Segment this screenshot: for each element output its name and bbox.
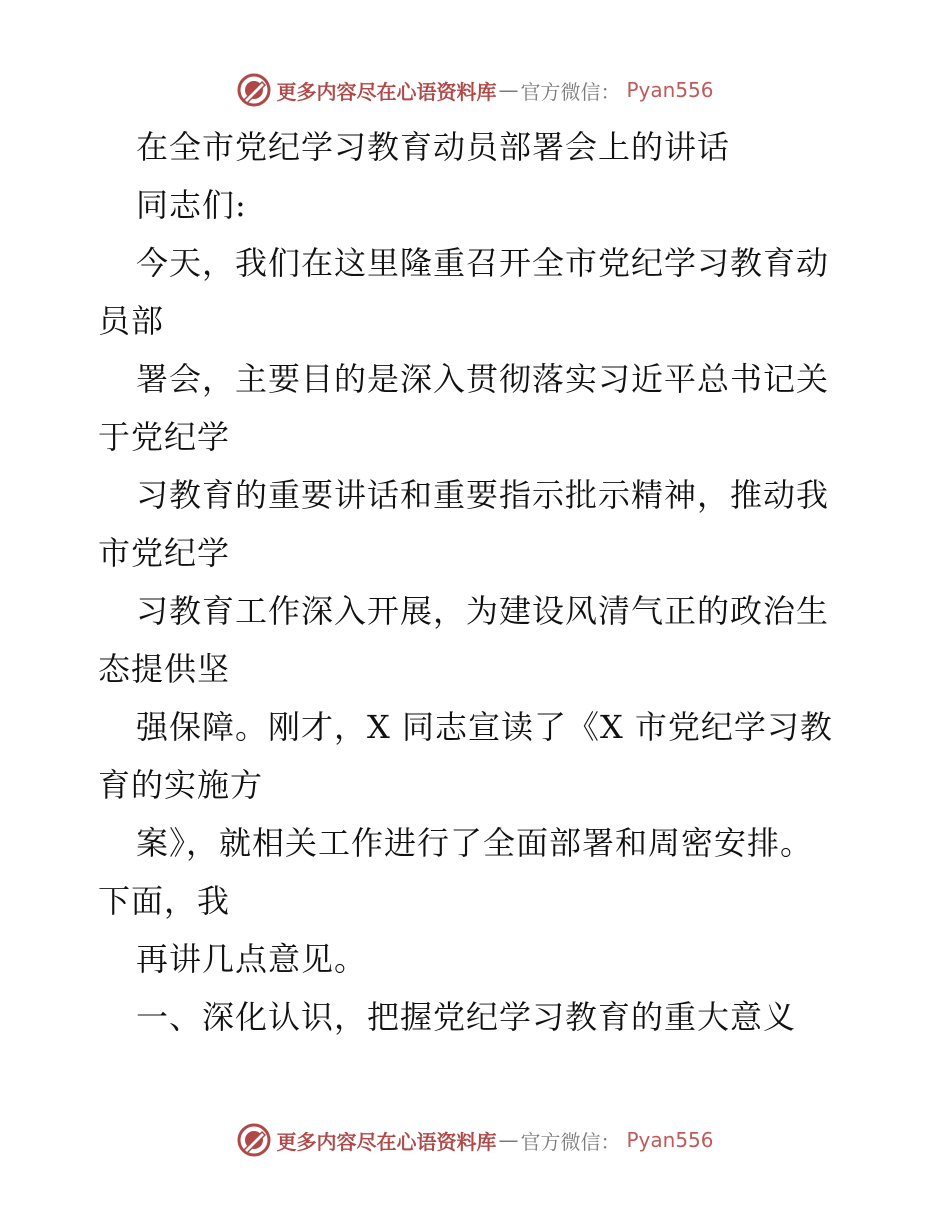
header-watermark: [0, 70, 950, 110]
footer-watermark: [0, 1120, 950, 1160]
watermark-separator: —: [498, 78, 519, 102]
watermark-wechat-label: 官方微信：: [520, 79, 621, 104]
section-heading: 一、深化认识，把握党纪学习教育的重大意义: [136, 998, 797, 1036]
paragraph-line: 态提供坚: [98, 650, 231, 688]
pen-circle-logo-icon: [236, 72, 272, 108]
watermark-site-name: 更多内容尽在心语资料库: [276, 1129, 497, 1154]
paragraph-line: 习教育的重要讲话和重要指示批示精神，推动我: [136, 476, 830, 514]
document-title: 在全市党纪学习教育动员部署会上的讲话: [136, 128, 731, 166]
watermark-wechat-label: 官方微信：: [520, 1129, 621, 1154]
paragraph-line: 员部: [98, 302, 165, 340]
paragraph-line: 今天，我们在这里隆重召开全市党纪学习教育动: [136, 244, 830, 282]
watermark-separator: —: [498, 1128, 519, 1152]
paragraph-line: 再讲几点意见。: [136, 940, 368, 978]
watermark-handle: Pyan556: [626, 78, 714, 102]
paragraph-line: 育的实施方: [98, 766, 264, 804]
paragraph-line: 案》，就相关工作进行了全面部署和周密安排。: [136, 824, 814, 862]
watermark-site-name: 更多内容尽在心语资料库: [276, 79, 497, 104]
paragraph-line: 市党纪学: [98, 534, 231, 572]
paragraph-line: 下面，我: [98, 882, 231, 920]
paragraph-line: 强保障。刚才，X 同志宣读了《X 市党纪学习教: [136, 708, 833, 746]
paragraph-line: 署会，主要目的是深入贯彻落实习近平总书记关: [136, 360, 830, 398]
watermark-handle: Pyan556: [626, 1128, 714, 1152]
paragraph-line: 于党纪学: [98, 418, 231, 456]
pen-circle-logo-icon: [236, 1122, 272, 1158]
paragraph-line: 同志们:: [136, 186, 247, 224]
paragraph-line: 习教育工作深入开展，为建设风清气正的政治生: [136, 592, 830, 630]
